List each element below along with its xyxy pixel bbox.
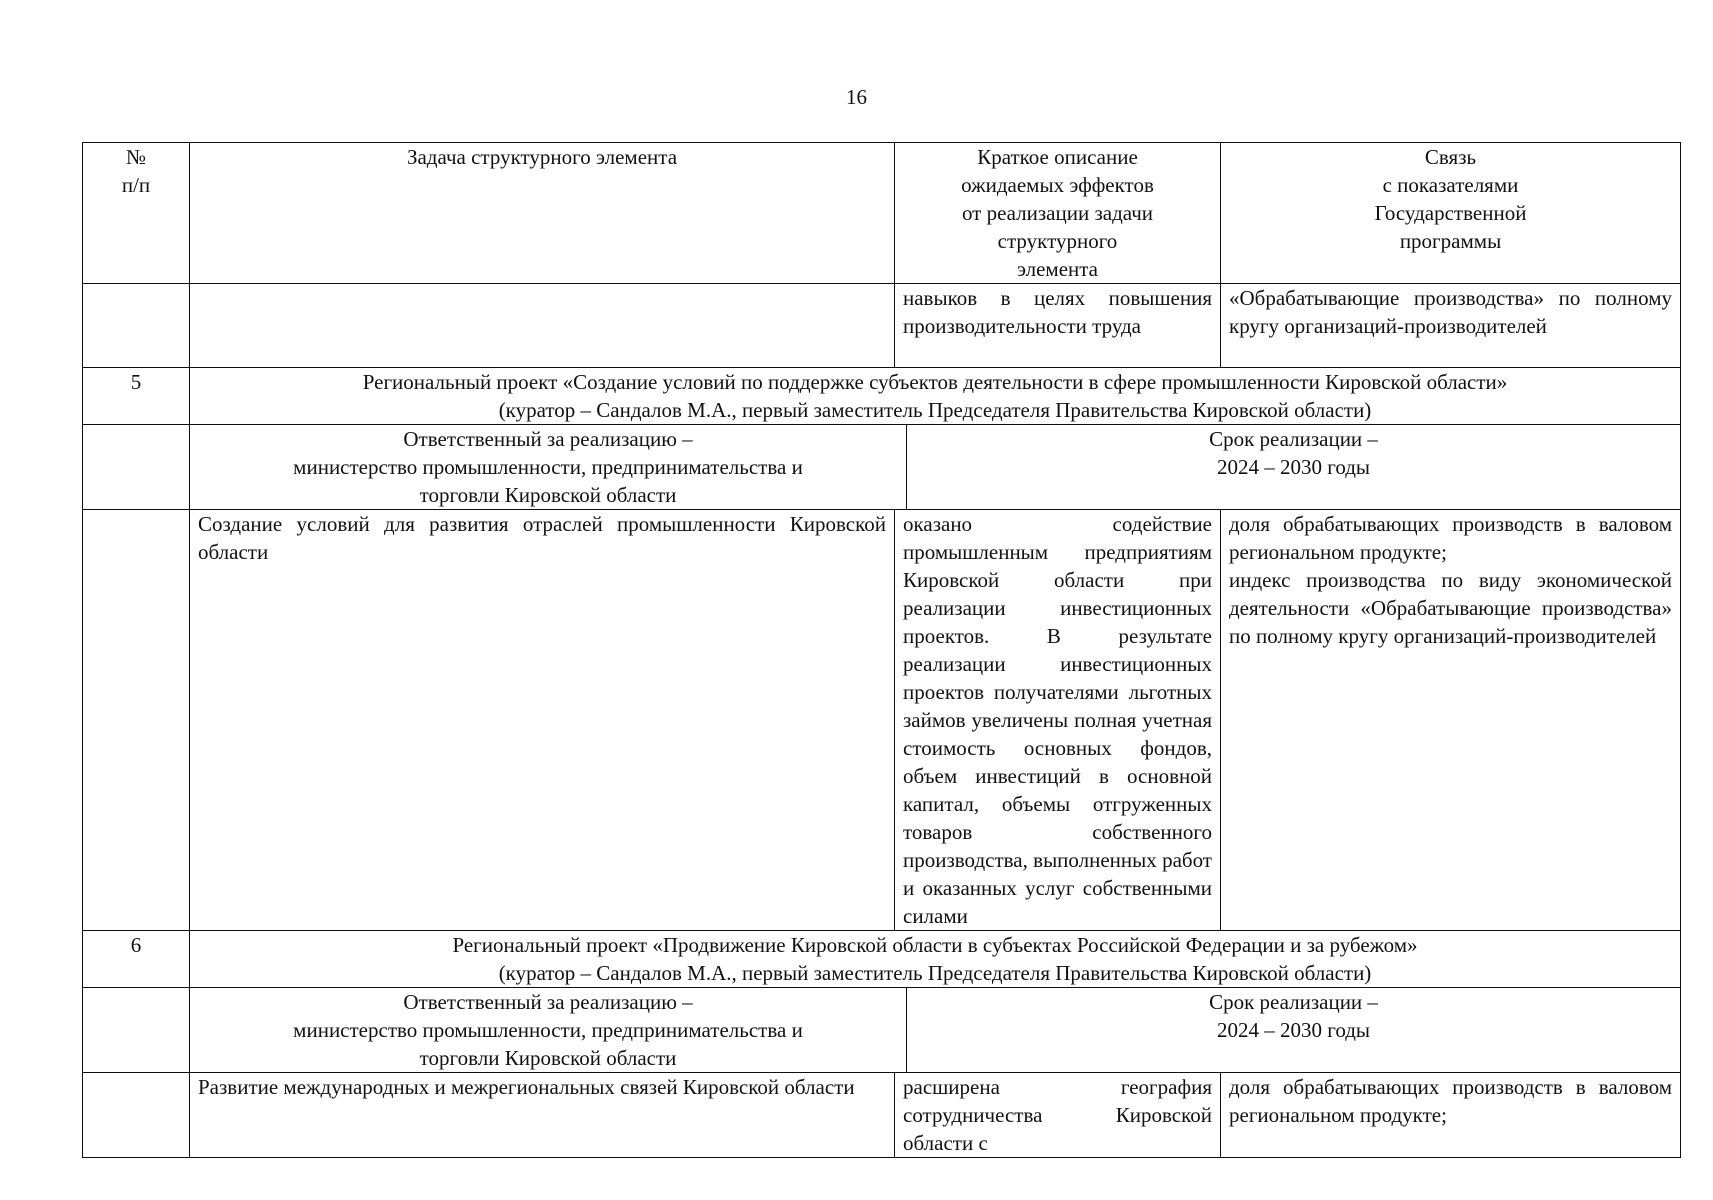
- project-6-number: 6: [83, 931, 190, 988]
- project-5-title-row: [83, 368, 1681, 425]
- header-effects: Краткое описание ожидаемых эффектов от реализации задачи структурного элемента: [895, 143, 1221, 284]
- project-6-task: Развитие международных и межрегиональных связей Кировской области: [190, 1073, 895, 1158]
- project-5-task: Создание условий для развития отраслей промышленности Кировской области: [190, 510, 895, 931]
- project-6-link: доля обрабатывающих производств в валовом региональном продукте;: [1221, 1073, 1681, 1158]
- cont-task-cell: [190, 284, 895, 368]
- header-number: № п/п: [83, 143, 190, 284]
- project-5-link: доля обрабатывающих производств в валовом региональном продукте; индекс производства по виду экономической деятельности «Обрабатывающие производства» по полному кругу организаций-производителей: [1221, 510, 1681, 931]
- project-6-title: Региональный проект «Продвижение Кировской области в субъектах Российской Федерации и за рубежом» (куратор – Сандалов М.А., первый заместитель Председателя Правительства Кировской области): [190, 931, 1681, 988]
- project-5-number: 5: [83, 368, 190, 425]
- table-header-row: [83, 143, 1681, 284]
- structural-elements-table: [82, 142, 1681, 1158]
- page-number: 16: [846, 85, 867, 109]
- project-5-title: Региональный проект «Создание условий по поддержке субъектов деятельности в сфере промышленности Кировской области» (куратор – Сандалов М.А., первый заместитель Председателя Правительства Кировской области): [190, 368, 1681, 425]
- header-link: Связь с показателями Государственной программы: [1221, 143, 1681, 284]
- project-5-meta-row: [83, 425, 1681, 510]
- project-5-term: Срок реализации – 2024 – 2030 годы: [907, 425, 1681, 510]
- project-5-effects: оказано содействие промышленным предприятиям Кировской области при реализации инвестиционных проектов. В результате реализации инвестиционных проектов получателями льготных займов увеличены полная учетная стоимость основных фондов, объем инвестиций в основной капитал, объемы отгруженных товаров собственного производства, выполненных работ и оказанных услуг собственными силами: [895, 510, 1221, 931]
- project-6-task-empty: [83, 1073, 190, 1158]
- project-6-title-row: [83, 931, 1681, 988]
- cont-effects-cell: навыков в целях повышения производительности труда: [895, 284, 1221, 368]
- cont-number-cell: [83, 284, 190, 368]
- table-row: [83, 284, 1681, 368]
- project-6-meta-row: [83, 988, 1681, 1073]
- project-5-task-row: [83, 510, 1681, 931]
- project-6-meta-empty: [83, 988, 190, 1073]
- project-5-task-empty: [83, 510, 190, 931]
- cont-link-cell: «Обрабатывающие производства» по полному кругу организаций-производителей: [1221, 284, 1681, 368]
- project-6-responsible: Ответственный за реализацию – министерство промышленности, предпринимательства и торговли Кировской области: [190, 988, 907, 1073]
- project-6-effects: расширена география сотрудничества Кировской области с: [895, 1073, 1221, 1158]
- project-5-responsible: Ответственный за реализацию – министерство промышленности, предпринимательства и торговли Кировской области: [190, 425, 907, 510]
- project-6-term: Срок реализации – 2024 – 2030 годы: [907, 988, 1681, 1073]
- header-task: Задача структурного элемента: [190, 143, 895, 284]
- project-5-meta-empty: [83, 425, 190, 510]
- project-6-task-row: [83, 1073, 1681, 1158]
